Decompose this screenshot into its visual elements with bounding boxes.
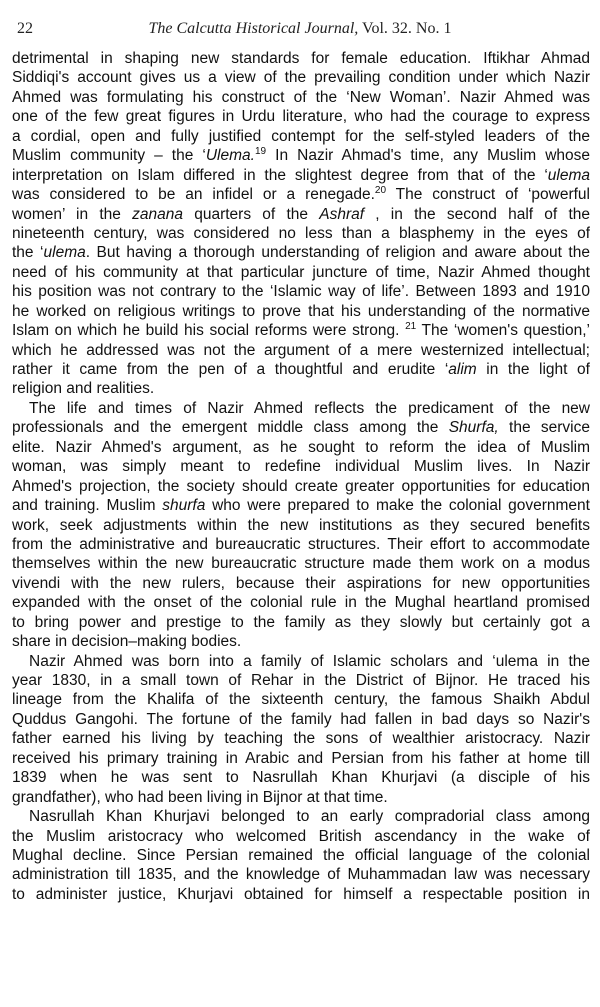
text-run: the service [498, 419, 590, 437]
text-line: one of the few great figures in Urdu literature, who had the courage to express [12, 108, 590, 126]
italic-term: alim [448, 361, 477, 378]
text-line: 1839 when he was sent to Nasrullah Khan Khurjavi (a disciple of his [12, 769, 590, 787]
italic-term: shurfa [162, 497, 206, 515]
text-run: The construct of ‘powerful [386, 186, 590, 204]
text-line: his position was not contrary to the ‘Islamic way of life’. Between 1893 and 1910 [12, 283, 590, 301]
italic-term: Ulema. [205, 147, 255, 165]
text-run: was considered to be an infidel or a renegade. [12, 186, 375, 204]
text-line: to bring power and prestige to the family as they slowly but certainly got a [12, 613, 590, 631]
text-line [12, 496, 590, 515]
journal-title: The Calcutta Historical Journal, [148, 20, 359, 37]
text-line: share in decision–making bodies. [12, 633, 242, 651]
journal-volume: Vol. 32. No. 1 [358, 20, 452, 37]
text-line: father earned his living by teaching the sons of wealthier aristocracy. Nazir [12, 730, 590, 748]
text-run: In Nazir Ahmad's time, any Muslim whose [266, 147, 590, 165]
text-line: grandfather), who had been living in Bijnor at that time. [12, 788, 388, 806]
text-line: woman, was simply meant to redefine individual Muslim lives. In Nazir [12, 458, 590, 476]
text-line [12, 166, 590, 185]
text-run: in the light of [476, 361, 590, 378]
text-line: Mughal decline. Since Persian remained the official language of the colonial [12, 846, 590, 864]
text-line: lineage from the Khalifa of the sixteenth century, the famous Shaikh Abdul [12, 691, 590, 709]
italic-term: ulema [547, 166, 590, 184]
text-line: themselves within the new bureaucratic structure made them work on a modus [12, 555, 590, 573]
text-line: need of his community at that particular juncture of time, Nazir Ahmed thought [12, 263, 590, 281]
text-run: Muslim community – the ‘ [12, 147, 206, 165]
text-line: Ahmed's projection, the society should create greater opportunities for education [12, 477, 590, 495]
text-line: elite. Nazir Ahmed's argument, as he sought to reform the idea of Muslim [12, 438, 590, 456]
article-body-text [12, 49, 590, 904]
footnote-ref: 19 [254, 146, 267, 158]
text-line: from the administrative and bureaucratic structures. Their effort to accommodate [12, 535, 590, 553]
text-line [12, 146, 590, 165]
text-run: the ‘ [12, 244, 44, 262]
text-run: interpretation on Islam differed in the slightest degree from that of the ‘ [12, 166, 548, 184]
text-line: year 1830, in a small town of Rehar in the District of Bijnor. He traced his [12, 672, 590, 689]
text-line: detrimental in shaping new standards for female education. Iftikhar Ahmad [12, 50, 590, 67]
text-line [12, 185, 590, 204]
text-line: which he addressed was not the argument of a mere westernized intellectual; [12, 341, 590, 359]
text-line: Siddiqi's account gives us a view of the prevailing condition under which Nazir [12, 69, 590, 87]
text-run: , in the second half of the [364, 205, 590, 223]
text-run: who were prepared to make the colonial government [205, 497, 590, 515]
text-run: Islam on which he build his social reforms were strong. [12, 322, 406, 340]
text-line [12, 321, 590, 340]
text-line: nineteenth century, was considered no less than a blasphemy in the eyes of [12, 224, 590, 242]
text-line: expanded with the onset of the colonial rule in the Mughal heartland promised [12, 594, 590, 612]
journal-citation [17, 20, 583, 38]
text-line: administration till 1835, and the knowledge of Muhammadan law was necessary [12, 866, 590, 884]
text-run: . But having a thorough understanding of religion and aware about the [85, 244, 590, 262]
text-line: to administer justice, Khurjavi obtained for himself a respectable position in [12, 885, 590, 903]
text-run: The ‘women's question,’ [416, 322, 590, 340]
footnote-ref: 20 [374, 185, 387, 197]
text-run: and training. Muslim [12, 497, 163, 515]
text-line: The life and times of Nazir Ahmed reflects the predicament of the new [29, 399, 590, 417]
italic-term: zanana [132, 205, 183, 223]
italic-term: Ashraf [319, 205, 365, 223]
text-line [12, 360, 590, 379]
text-line: he worked on religious writings to prove that his understanding of the normative [12, 302, 590, 320]
text-line: Quddus Gangohi. The fortune of the family had fallen in bad days so Nazir's [12, 710, 590, 728]
text-run: professionals and the emergent middle class among the [12, 419, 449, 437]
page-number: 22 [17, 20, 33, 37]
text-line: Nazir Ahmed was born into a family of Islamic scholars and ‘ulema in the [29, 652, 590, 670]
text-line: received his primary training in Arabic and Persian from his father at home till [12, 749, 590, 767]
text-line: work, seek adjustments within the new institutions as they secured benefits [12, 516, 590, 534]
text-line: Ahmed was formulating his construct of the ‘New Woman’. Nazir Ahmed was [12, 88, 590, 106]
text-run: quarters of the [182, 205, 320, 223]
italic-term: Shurfa, [448, 419, 499, 437]
text-line: Nasrullah Khan Khurjavi belonged to an early compradorial class among [29, 808, 590, 826]
text-line: a cordial, open and fully justified contempt for the self-styled leaders of the [12, 127, 590, 145]
running-header [17, 20, 583, 42]
italic-term: ulema [43, 244, 86, 262]
text-line: vivendi with the new rulers, because their aspirations for new opportunities [12, 574, 590, 592]
text-line [12, 205, 590, 224]
text-run: rather it came from the pen of a thoughtful and erudite ‘ [12, 361, 449, 378]
text-line [12, 243, 590, 262]
text-line: the Muslim aristocracy who welcomed British ascendancy in the wake of [12, 827, 590, 845]
text-line [12, 418, 590, 437]
footnote-ref: 21 [405, 321, 417, 333]
text-run: women’ in the [12, 205, 133, 223]
text-line: religion and realities. [12, 380, 155, 398]
